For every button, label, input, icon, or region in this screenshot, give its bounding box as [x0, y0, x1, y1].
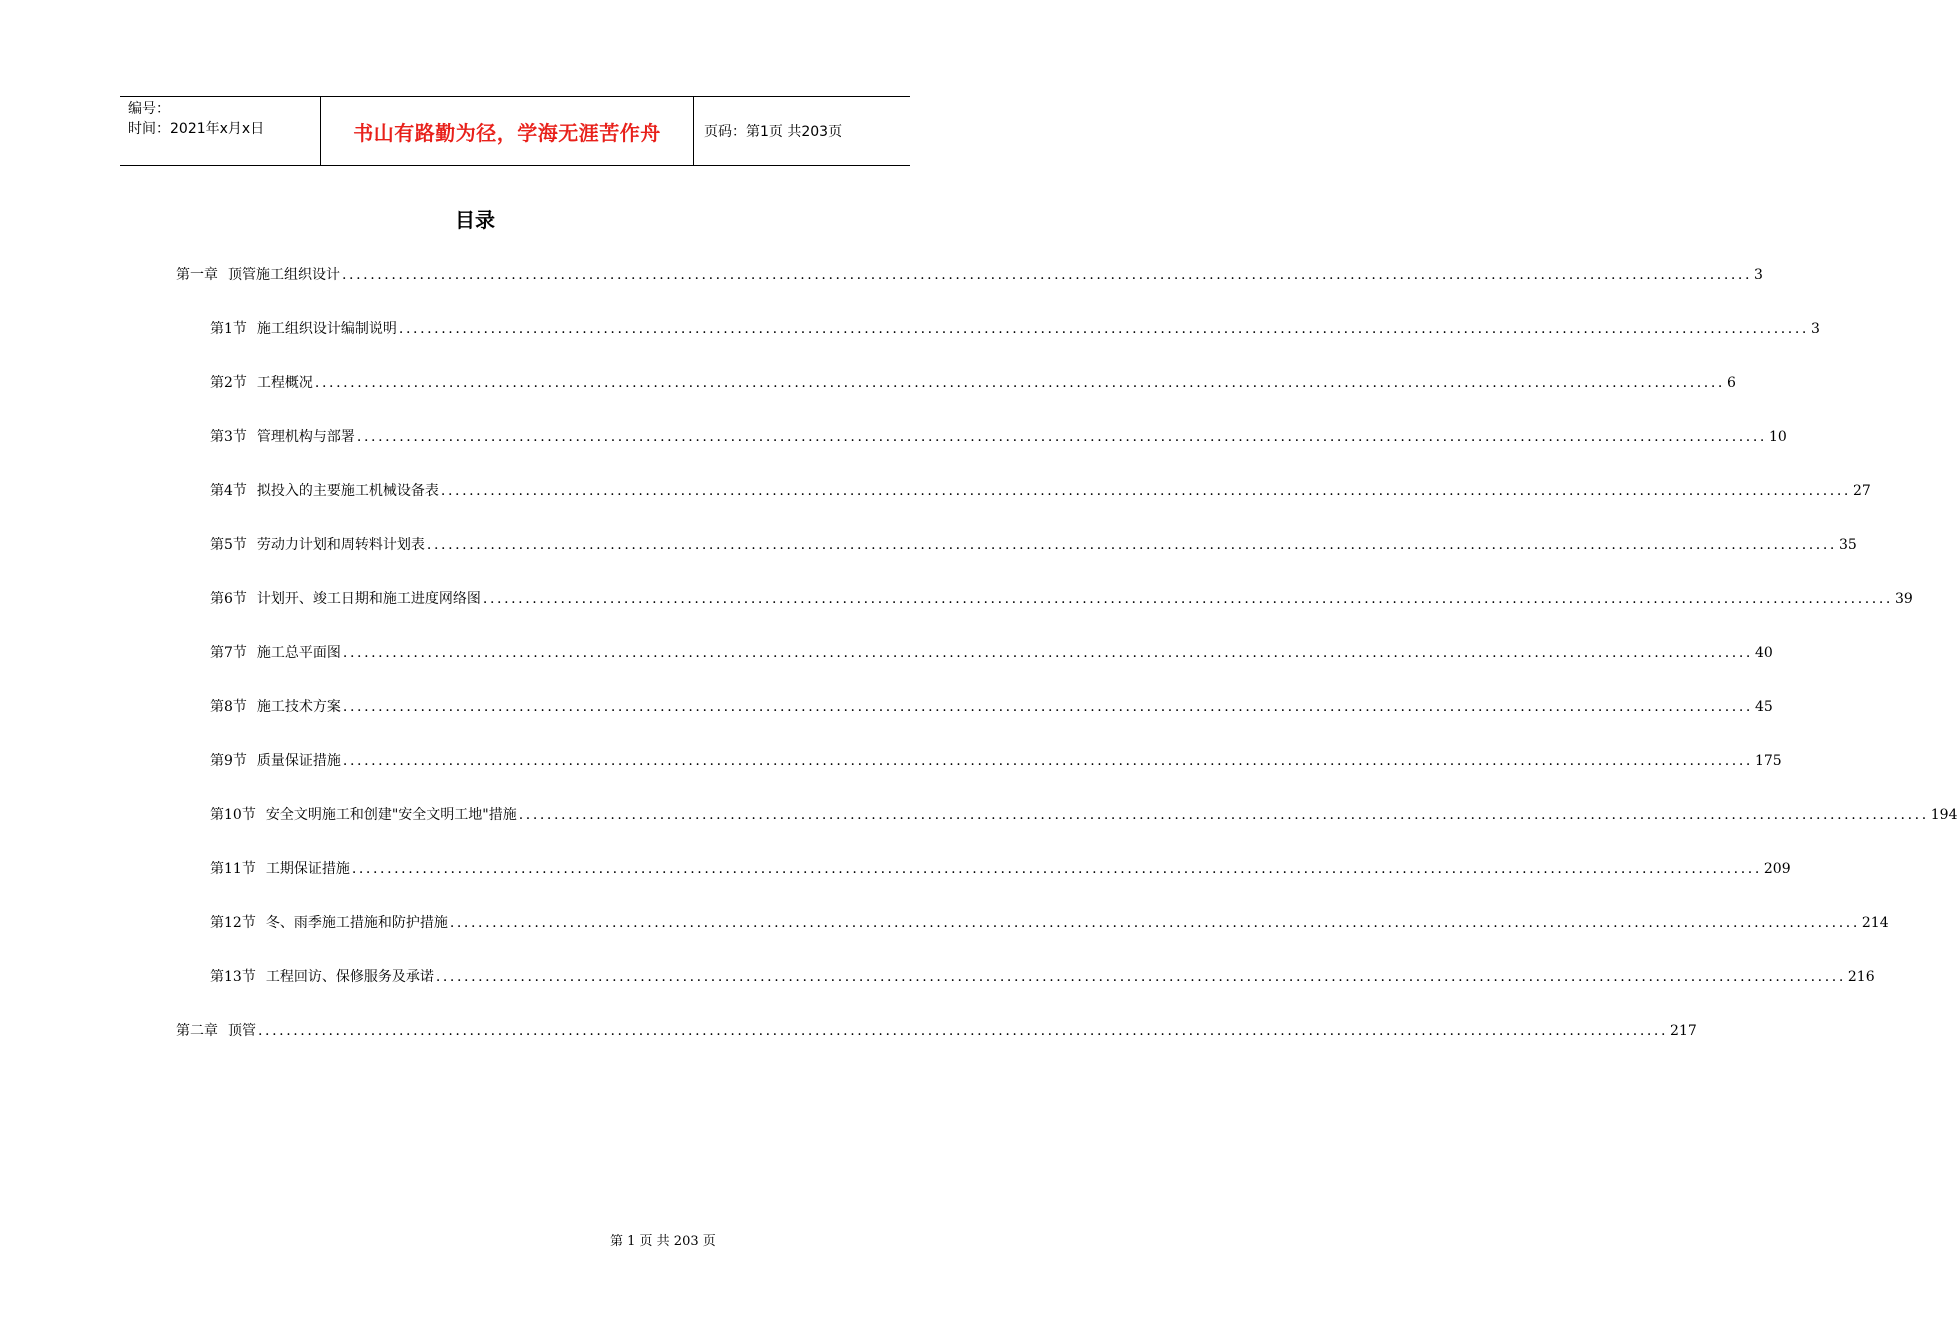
- toc-leader-dots: ........................................................................................................................................................................................................: [342, 699, 1753, 715]
- toc-leader-dots: ........................................................................................................................................................................................................: [342, 645, 1753, 661]
- toc-entry[interactable]: [210, 534, 1857, 556]
- toc-entry-text: 施工组织设计编制说明: [256, 321, 397, 337]
- toc-leader-dots: ........................................................................................................................................................................................................: [449, 915, 1860, 931]
- toc-entry-label: [210, 588, 481, 610]
- toc-entry-number: 第9节: [210, 753, 247, 769]
- toc-entry-label: [210, 912, 448, 934]
- toc-entry[interactable]: [210, 642, 1773, 664]
- toc-entry-page: 27: [1852, 483, 1871, 499]
- toc-entry[interactable]: [210, 372, 1736, 394]
- toc-entry-label: [176, 1020, 256, 1042]
- toc-title: 目录: [455, 208, 495, 232]
- toc-leader-dots: ........................................................................................................................................................................................................: [426, 537, 1837, 553]
- toc-entry-page: 45: [1754, 699, 1773, 715]
- toc-entry[interactable]: [176, 1020, 1697, 1042]
- toc-entry-number: 第3节: [210, 429, 247, 445]
- toc-entry-number: 第13节: [210, 969, 256, 985]
- page-footer: 第 1 页 共 203 页: [610, 1234, 716, 1249]
- toc-entry-number: 第5节: [210, 537, 247, 553]
- toc-entry-number: 第6节: [210, 591, 247, 607]
- toc-entry-text: 工程概况: [256, 375, 313, 391]
- toc-entry-page: 209: [1763, 861, 1791, 877]
- header-motto: 书山有路勤为径，学海无涯苦作舟: [353, 120, 661, 145]
- toc-entry-text: 拟投入的主要施工机械设备表: [256, 483, 439, 499]
- toc-entry-text: 安全文明施工和创建"安全文明工地"措施: [265, 807, 517, 823]
- header-page-info: 页码：第1页 共203页: [704, 124, 843, 140]
- toc-entry[interactable]: [210, 858, 1791, 880]
- toc-leader-dots: ........................................................................................................................................................................................................: [342, 267, 1753, 283]
- toc-entry[interactable]: [210, 696, 1773, 718]
- toc-entry-page: 217: [1670, 1023, 1697, 1039]
- toc-entry-number: 第1节: [210, 321, 247, 337]
- toc-entry[interactable]: [210, 480, 1871, 502]
- toc-entry-page: 35: [1838, 537, 1857, 553]
- toc-entry-label: [210, 642, 341, 664]
- toc-entry-label: [210, 696, 341, 718]
- toc-entry-number: 第一章: [176, 267, 218, 283]
- header-motto-cell: [321, 97, 694, 165]
- toc-entry-text: 计划开、竣工日期和施工进度网络图: [256, 591, 481, 607]
- toc-entry-label: [210, 804, 517, 826]
- toc-entry-text: 工期保证措施: [265, 861, 350, 877]
- time-label: 时间：2021年x月x日: [128, 121, 265, 137]
- toc-entry-page: 39: [1894, 591, 1913, 607]
- toc-entry[interactable]: [210, 912, 1889, 934]
- toc-entry-label: [210, 858, 350, 880]
- toc-entry-number: 第10节: [210, 807, 256, 823]
- toc-entry-page: 216: [1847, 969, 1875, 985]
- header-page-cell: [694, 97, 910, 165]
- toc-entry-number: 第4节: [210, 483, 247, 499]
- toc-entry[interactable]: [210, 750, 1782, 772]
- toc-leader-dots: ........................................................................................................................................................................................................: [356, 429, 1767, 445]
- toc-entry-page: 175: [1754, 753, 1782, 769]
- toc-entry-text: 劳动力计划和周转料计划表: [256, 537, 425, 553]
- toc-entry-text: 施工技术方案: [256, 699, 341, 715]
- toc-entry[interactable]: [210, 804, 1958, 826]
- toc-leader-dots: ........................................................................................................................................................................................................: [440, 483, 1851, 499]
- toc-entry-text: 质量保证措施: [256, 753, 341, 769]
- toc-entry-text: 顶管施工组织设计: [228, 267, 340, 283]
- toc-entry-text: 工程回访、保修服务及承诺: [265, 969, 434, 985]
- toc-entry-text: 冬、雨季施工措施和防护措施: [265, 915, 448, 931]
- toc-entry-page: 10: [1768, 429, 1787, 445]
- toc-entry-text: 施工总平面图: [256, 645, 341, 661]
- toc-entry-label: [176, 264, 340, 286]
- toc-entry[interactable]: [176, 264, 1763, 286]
- toc-entry[interactable]: [210, 588, 1913, 610]
- toc-entry-label: [210, 480, 439, 502]
- toc-entry-page: 3: [1754, 267, 1763, 283]
- toc-entry-page: 6: [1726, 375, 1736, 391]
- toc-entry-page: 40: [1754, 645, 1773, 661]
- toc-leader-dots: ........................................................................................................................................................................................................: [351, 861, 1762, 877]
- toc-entry-label: [210, 534, 425, 556]
- toc-leader-dots: ........................................................................................................................................................................................................: [435, 969, 1846, 985]
- toc-entry-page: 3: [1810, 321, 1820, 337]
- toc-entry[interactable]: [210, 318, 1820, 340]
- toc-entry-number: 第12节: [210, 915, 256, 931]
- toc-entry-number: 第2节: [210, 375, 247, 391]
- number-label: 编号：: [128, 101, 170, 117]
- toc-entry-label: [210, 426, 355, 448]
- toc-leader-dots: ........................................................................................................................................................................................................: [314, 375, 1725, 391]
- toc-entry-label: [210, 966, 434, 988]
- toc-entry[interactable]: [210, 426, 1787, 448]
- toc-entry[interactable]: [210, 966, 1875, 988]
- toc-entry-label: [210, 318, 397, 340]
- toc-entry-number: 第二章: [176, 1023, 218, 1039]
- toc-leader-dots: ........................................................................................................................................................................................................: [258, 1023, 1669, 1039]
- toc-leader-dots: ........................................................................................................................................................................................................: [342, 753, 1753, 769]
- toc-entry-text: 顶管: [228, 1023, 256, 1039]
- toc-entry-number: 第11节: [210, 861, 256, 877]
- toc-entry-label: [210, 750, 341, 772]
- toc-entry-label: [210, 372, 313, 394]
- toc-entry-page: 214: [1861, 915, 1889, 931]
- toc-entry-number: 第8节: [210, 699, 247, 715]
- toc-leader-dots: ........................................................................................................................................................................................................: [482, 591, 1893, 607]
- toc-entry-number: 第7节: [210, 645, 247, 661]
- toc-entry-text: 管理机构与部署: [256, 429, 355, 445]
- toc-leader-dots: ........................................................................................................................................................................................................: [398, 321, 1809, 337]
- header-meta: [120, 97, 321, 165]
- page-header: [120, 96, 910, 166]
- toc-entry-page: 194: [1930, 807, 1958, 823]
- toc-leader-dots: ........................................................................................................................................................................................................: [518, 807, 1929, 823]
